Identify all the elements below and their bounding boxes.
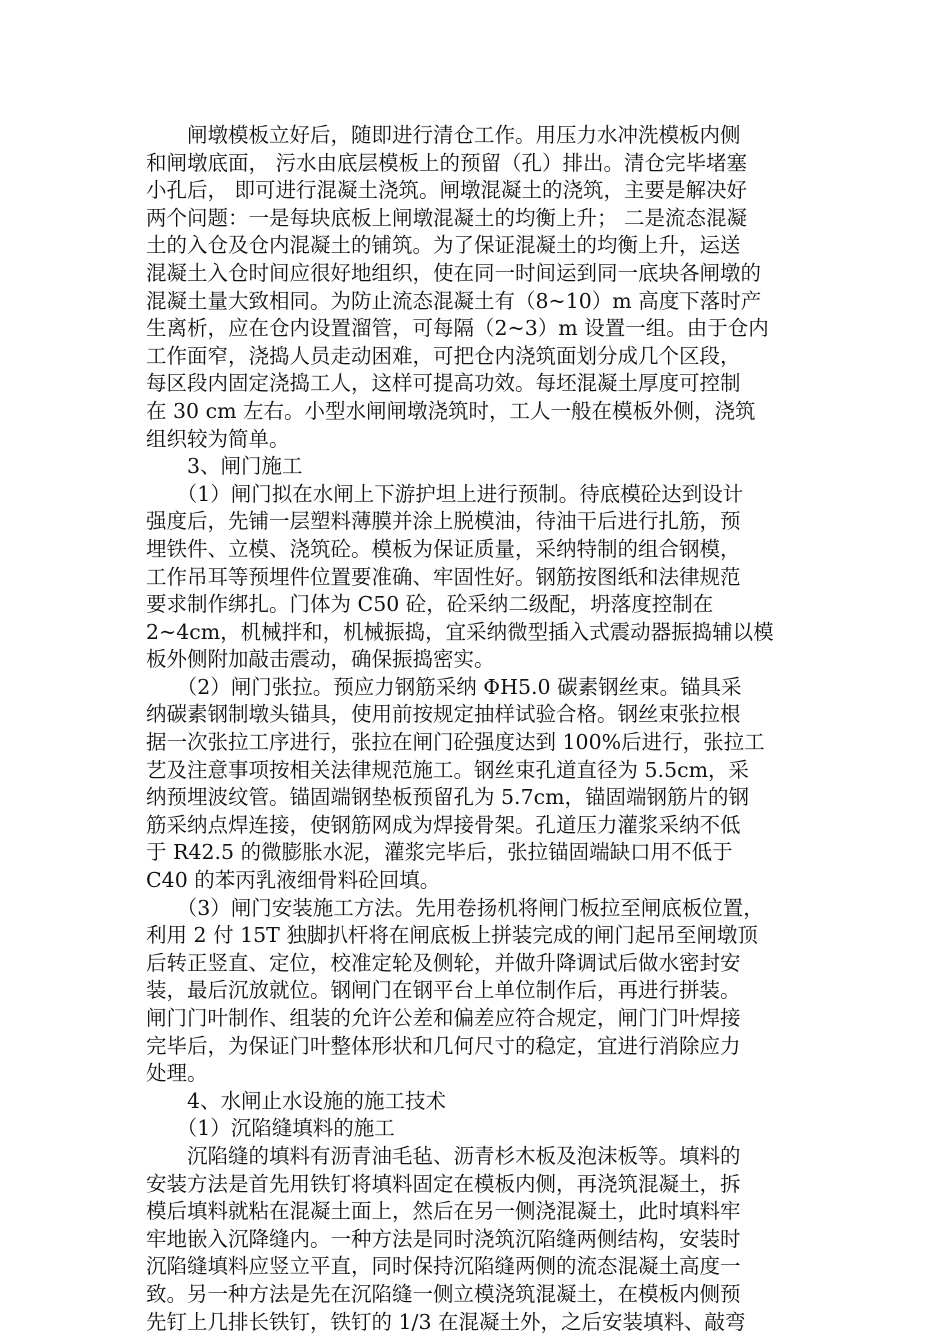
text-line: 安装方法是首先用铁钉将填料固定在模板内侧，再浇筑混凝土，拆 [146, 1171, 741, 1196]
text-line: 和闸墩底面， 污水由底层模板上的预留（孔）排出。清仓完毕堵塞 [146, 150, 748, 175]
text-line: 纳预埋波纹管。锚固端钢垫板预留孔为 5.7cm，锚固端钢筋片的钢 [146, 785, 750, 810]
text-line: 强度后，先铺一层塑料薄膜并涂上脱模油，待油干后进行扎筋，预 [146, 509, 741, 534]
text-line: 后转正竖直、定位，校准定轮及侧轮，并做升降调试后做水密封安 [146, 950, 741, 975]
text-line: 处理。 [146, 1061, 208, 1086]
text-line: （1）沉陷缝填料的施工 [146, 1116, 395, 1141]
text-line: 工作吊耳等预埋件位置要准确、牢固性好。钢筋按图纸和法律规范 [146, 564, 741, 589]
text-line: 2~4cm，机械拌和，机械振捣，宜采纳微型插入式震动器振捣辅以模 [146, 619, 774, 644]
text-line: 牢地嵌入沉降缝内。一种方法是同时浇筑沉陷缝两侧结构，安装时 [146, 1226, 741, 1251]
text-line: 混凝土入仓时间应很好地组织，使在同一时间运到同一底块各闸墩的 [146, 260, 761, 285]
text-line: 生离析，应在仓内设置溜管，可每隔（2~3）m 设置一组。由于仓内 [146, 316, 769, 341]
text-line: 致。另一种方法是先在沉陷缝一侧立模浇筑混凝土，在模板内侧预 [146, 1281, 741, 1306]
text-line: 两个问题：一是每块底板上闸墩混凝土的均衡上升； 二是流态混凝 [146, 205, 748, 230]
text-line: 在 30 cm 左右。小型水闸闸墩浇筑时，工人一般在模板外侧，浇筑 [146, 398, 756, 423]
text-line: （1）闸门拟在水闸上下游护坦上进行预制。待底模砼达到设计 [146, 481, 744, 506]
text-line: 闸门门叶制作、组装的允许公差和偏差应符合规定，闸门门叶焊接 [146, 1006, 741, 1030]
text-line: 组织较为简单。 [146, 426, 290, 451]
text-line: 板外侧附加敲击震动，确保振捣密实。 [146, 647, 495, 672]
text-line: C40 的苯丙乳液细骨料砼回填。 [146, 868, 441, 893]
text-line: 混凝土量大致相同。为防止流态混凝土有（8~10）m 高度下落时产 [146, 288, 762, 313]
text-line: 据一次张拉工序进行，张拉在闸门砼强度达到 100%后进行，张拉工 [146, 730, 765, 755]
text-line: （2）闸门张拉。预应力钢筋采纳 ΦH5.0 碳素钢丝束。锚具采 [146, 674, 742, 699]
text-line: 小孔后， 即可进行混凝土浇筑。闸墩混凝土的浇筑，主要是解决好 [146, 178, 748, 203]
text-line: 工作面窄，浇捣人员走动困难，可把仓内浇筑面划分成几个区段， [146, 343, 741, 368]
text-line: 要求制作绑扎。门体为 C50 砼，砼采纳二级配，坍落度控制在 [146, 592, 714, 617]
text-line: 利用 2 付 15T 独脚扒杆将在闸底板上拼装完成的闸门起吊至闸墩顶 [146, 923, 758, 948]
text-line: 模后填料就粘在混凝土面上，然后在另一侧浇混凝土，此时填料牢 [146, 1199, 741, 1224]
text-line: 完毕后，为保证门叶整体形状和几何尺寸的稳定，宜进行消除应力 [146, 1033, 741, 1058]
text-line: 4、水闸止水设施的施工技术 [146, 1088, 447, 1113]
text-line: 艺及注意事项按相关法律规范施工。钢丝束孔道直径为 5.5cm，采 [146, 757, 750, 782]
text-line: 装，最后沉放就位。钢闸门在钢平台上单位制作后，再进行拼装。 [146, 978, 741, 1003]
text-line: 纳碳素钢制墩头锚具，使用前按规定抽样试验合格。钢丝束张拉根 [146, 702, 741, 727]
text-line: 沉陷缝的填料有沥青油毛毡、沥青杉木板及泡沫板等。填料的 [146, 1143, 741, 1168]
text-line: 3、闸门施工 [146, 454, 303, 479]
text-line: 先钉上几排长铁钉，铁钉的 1/3 在混凝土外，之后安装填料、敲弯 [146, 1309, 746, 1334]
text-line: （3）闸门安装施工方法。先用卷扬机将闸门板拉至闸底板位置， [146, 895, 764, 920]
text-line: 于 R42.5 的微膨胀水泥，灌浆完毕后，张拉锚固端缺口用不低于 [146, 840, 733, 865]
text-line: 每区段内固定浇捣工人，这样可提高功效。每坯混凝土厚度可控制 [146, 371, 741, 396]
text-line: 沉陷缝填料应竖立平直，同时保持沉陷缝两侧的流态混凝土高度一 [146, 1254, 741, 1279]
text-line: 土的入仓及仓内混凝土的铺筑。为了保证混凝土的均衡上升，运送 [146, 233, 741, 258]
text-line: 埋铁件、立模、浇筑砼。模板为保证质量，采纳特制的组合钢模， [146, 536, 741, 561]
text-line: 闸墩模板立好后，随即进行清仓工作。用压力水冲洗模板内侧 [146, 123, 741, 147]
text-line: 筋采纳点焊连接，使钢筋网成为焊接骨架。孔道压力灌浆采纳不低 [146, 812, 741, 837]
body-text [146, 122, 806, 1336]
